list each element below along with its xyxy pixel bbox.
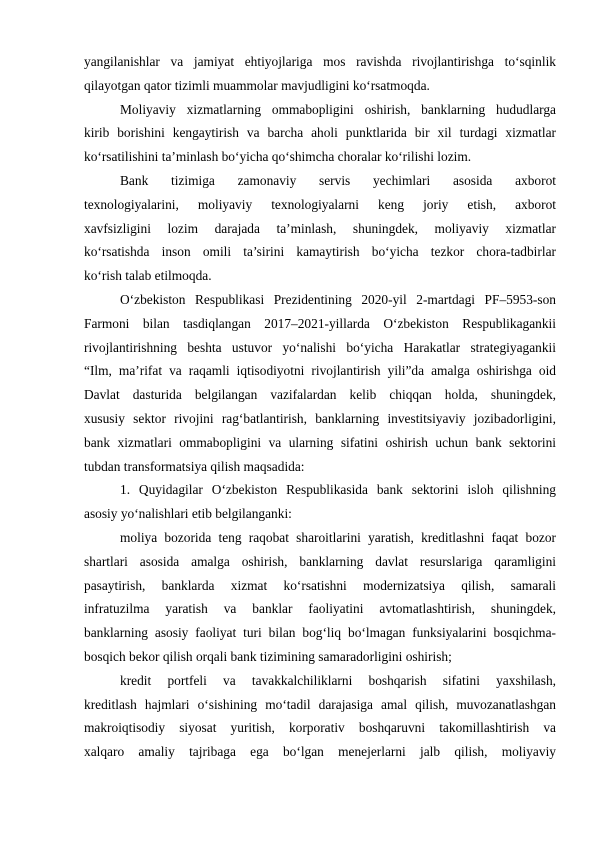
text-line: xususiy sektor rivojini rag‘batlantirish, banklarning investitsiyaviy jozibadorligini, [84, 410, 556, 426]
text-line: 1. Quyidagilar O‘zbekiston Respublikasida bank sektorini isloh qilishning [120, 482, 556, 498]
text-line: Moliyaviy xizmatlarning ommabopligini oshirish, banklarning hududlarga [120, 101, 556, 117]
text-line: banklarning asosiy faoliyat turi bilan bog‘liq bo‘lmagan funksiyalarini bosqichma- [84, 625, 556, 641]
paragraph [84, 50, 556, 98]
text-line: shartlari asosida amalga oshirish, banklarning davlat resurslariga qaramligini [84, 553, 556, 569]
text-line: ko‘rsatishda inson omili ta’sirini kamaytirish bo‘yicha tezkor chora-tadbirlar [84, 244, 556, 260]
text-line: asosiy yo‘nalishlari etib belgilanganki: [84, 506, 292, 522]
text-line: yangilanishlar va jamiyat ehtiyojlariga mos ravishda rivojlantirishga to‘sqinlik [84, 54, 556, 69]
text-line: qilayotgan qator tizimli muammolar mavjudligini ko‘rsatmoqda. [84, 77, 430, 93]
text-line: pasaytirish, banklarda xizmat ko‘rsatishni modernizatsiya qilish, samarali [84, 577, 556, 593]
paragraph [84, 98, 556, 169]
paragraph [84, 288, 556, 478]
paragraph [84, 169, 556, 288]
text-line: xalqaro amaliy tajribaga ega bo‘lgan menejerlarni jalb qilish, moliyaviy [84, 744, 556, 760]
text-line: bank xizmatlari ommabopligini va ularning sifatini oshirish uchun bank sektorini [84, 434, 556, 450]
text-line: kreditlash hajmlari o‘sishining mo‘tadil darajasiga amal qilish, muvozanatlashgan [84, 696, 556, 712]
text-line: infratuzilma yaratish va banklar faoliyatini avtomatlashtirish, shuningdek, [84, 601, 556, 617]
text-line: ko‘rsatilishini ta’minlash bo‘yicha qo‘shimcha choralar ko‘rilishi lozim. [84, 149, 472, 165]
paragraph [84, 478, 556, 526]
text-line: kredit portfeli va tavakkalchiliklarni boshqarish sifatini yaxshilash, [120, 672, 556, 688]
text-line: texnologiyalarini, moliyaviy texnologiyalarni keng joriy etish, axborot [84, 196, 556, 212]
text-line: Bank tizimiga zamonaviy servis yechimlari asosida axborot [120, 172, 556, 188]
text-line: “Ilm, ma’rifat va raqamli iqtisodiyotni rivojlantirish yili”da amalga oshirishga oid [84, 363, 556, 379]
text-line: kirib borishini kengaytirish va barcha aholi punktlarida bir xil turdagi xizmatlar [84, 125, 556, 141]
text-line: moliya bozorida teng raqobat sharoitlarini yaratish, kreditlashni faqat bozor [120, 529, 556, 545]
body-text [84, 50, 556, 764]
paragraph [84, 669, 556, 764]
text-line: tubdan transformatsiya qilish maqsadida: [84, 458, 305, 474]
text-line: O‘zbekiston Respublikasi Prezidentining 2020-yil 2-martdagi PF–5953-son [120, 291, 556, 307]
text-line: bosqich bekor qilish orqali bank tizimining samaradorligini oshirish; [84, 648, 452, 664]
text-line: Davlat dasturida belgilangan vazifalardan kelib chiqqan holda, shuningdek, [84, 387, 556, 403]
text-line: ko‘rish talab etilmoqda. [84, 268, 212, 284]
text-line: xavfsizligini lozim darajada ta’minlash, shuningdek, moliyaviy xizmatlar [84, 220, 556, 236]
paragraph [84, 526, 556, 669]
text-line: makroiqtisodiy siyosat yuritish, korporativ boshqaruvni takomillashtirish va [84, 720, 556, 736]
text-line: rivojlantirishning beshta ustuvor yo‘nalishi bo‘yicha Harakatlar strategiyagankii [84, 339, 556, 355]
text-line: Farmoni bilan tasdiqlangan 2017–2021-yillarda O‘zbekiston Respublikagankii [84, 315, 556, 331]
